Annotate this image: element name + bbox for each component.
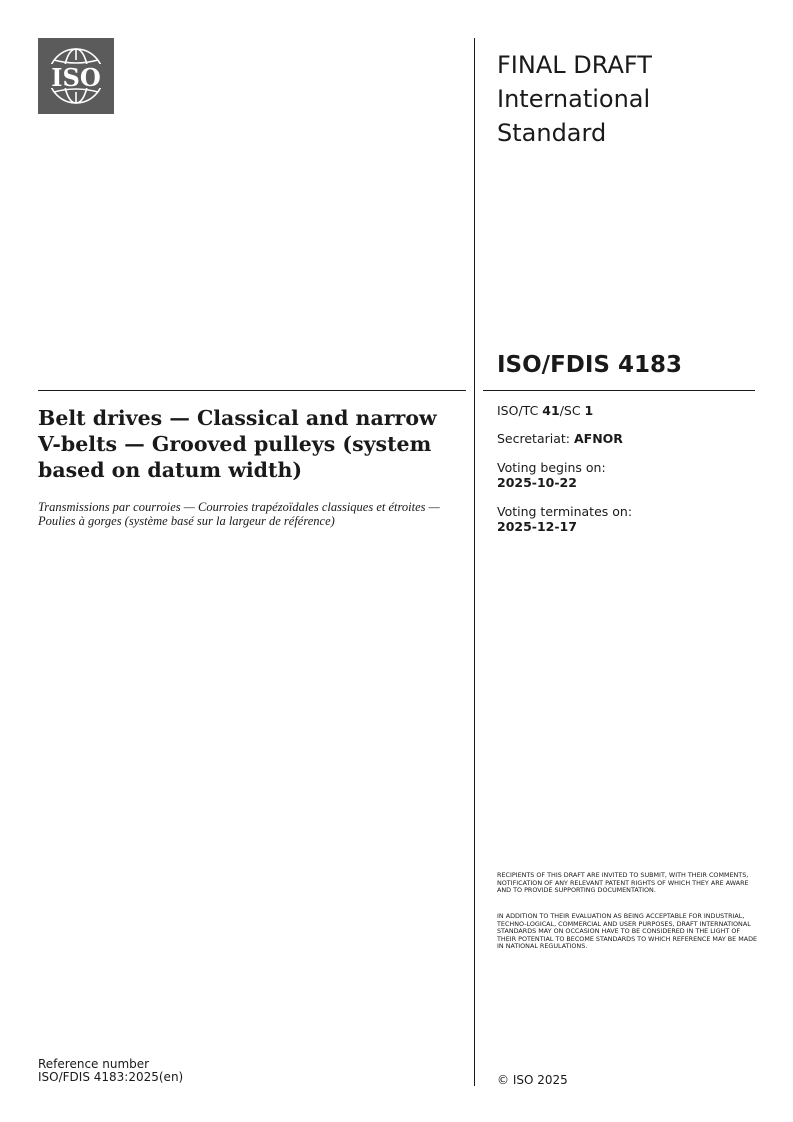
secretariat-label: Secretariat: xyxy=(497,431,574,446)
status-line-1: FINAL DRAFT xyxy=(497,51,652,79)
voting-begins xyxy=(497,460,606,490)
voting-terminates xyxy=(497,504,632,534)
vertical-divider xyxy=(474,38,475,1086)
committee-sep: /SC xyxy=(559,403,585,418)
document-designation: ISO/FDIS 4183 xyxy=(497,352,683,378)
secretariat-value: AFNOR xyxy=(573,431,623,446)
committee xyxy=(497,403,593,418)
iso-logo xyxy=(38,38,114,114)
notice-evaluation: IN ADDITION TO THEIR EVALUATION AS BEING ACCEPTABLE FOR INDUSTRIAL, TECHNO-LOGICAL, COMMERCIAL AND USER PURPOSES, DRAFT INTERNATIONAL STANDARDS MAY ON OCCASION HAVE TO BE CONSIDERED IN THE LIGHT OF THEIR POTENTIAL TO BECOME STANDARDS TO WHICH REFERENCE MAY BE MADE IN NATIONAL REGULATIONS. xyxy=(497,912,758,951)
iso-globe-icon xyxy=(38,38,114,114)
voting-begins-label: Voting begins on: xyxy=(497,460,606,475)
status-line-2: International xyxy=(497,85,651,113)
title-english: Belt drives — Classical and narrow V-belts — Grooved pulleys (system based on datum width) xyxy=(38,406,437,482)
voting-terminates-label: Voting terminates on: xyxy=(497,504,633,519)
copyright: © ISO 2025 xyxy=(497,1073,568,1087)
document-status xyxy=(497,48,757,150)
reference-number xyxy=(38,1058,183,1084)
horizontal-divider-left xyxy=(38,390,466,391)
secretariat xyxy=(497,431,623,446)
voting-begins-date: 2025-10-22 xyxy=(497,475,577,490)
title-french: Transmissions par courroies — Courroies trapézoïdales classiques et étroites — Poulies à gorges (système basé sur la largeur de référence) xyxy=(38,500,440,528)
iso-logo-text: ISO xyxy=(51,63,101,92)
committee-prefix: ISO/TC xyxy=(497,403,543,418)
horizontal-divider-right xyxy=(483,390,755,391)
voting-terminates-date: 2025-12-17 xyxy=(497,519,577,534)
reference-label: Reference number xyxy=(38,1057,150,1071)
committee-tc: 41 xyxy=(542,403,560,418)
status-line-3: Standard xyxy=(497,119,607,147)
reference-value: ISO/FDIS 4183:2025(en) xyxy=(38,1070,184,1084)
committee-sc: 1 xyxy=(584,403,594,418)
notice-patent: RECIPIENTS OF THIS DRAFT ARE INVITED TO SUBMIT, WITH THEIR COMMENTS, NOTIFICATION OF ANY RELEVANT PATENT RIGHTS OF WHICH THEY ARE AWARE AND TO PROVIDE SUPPORTING DOCUMENTATION. xyxy=(497,871,749,895)
